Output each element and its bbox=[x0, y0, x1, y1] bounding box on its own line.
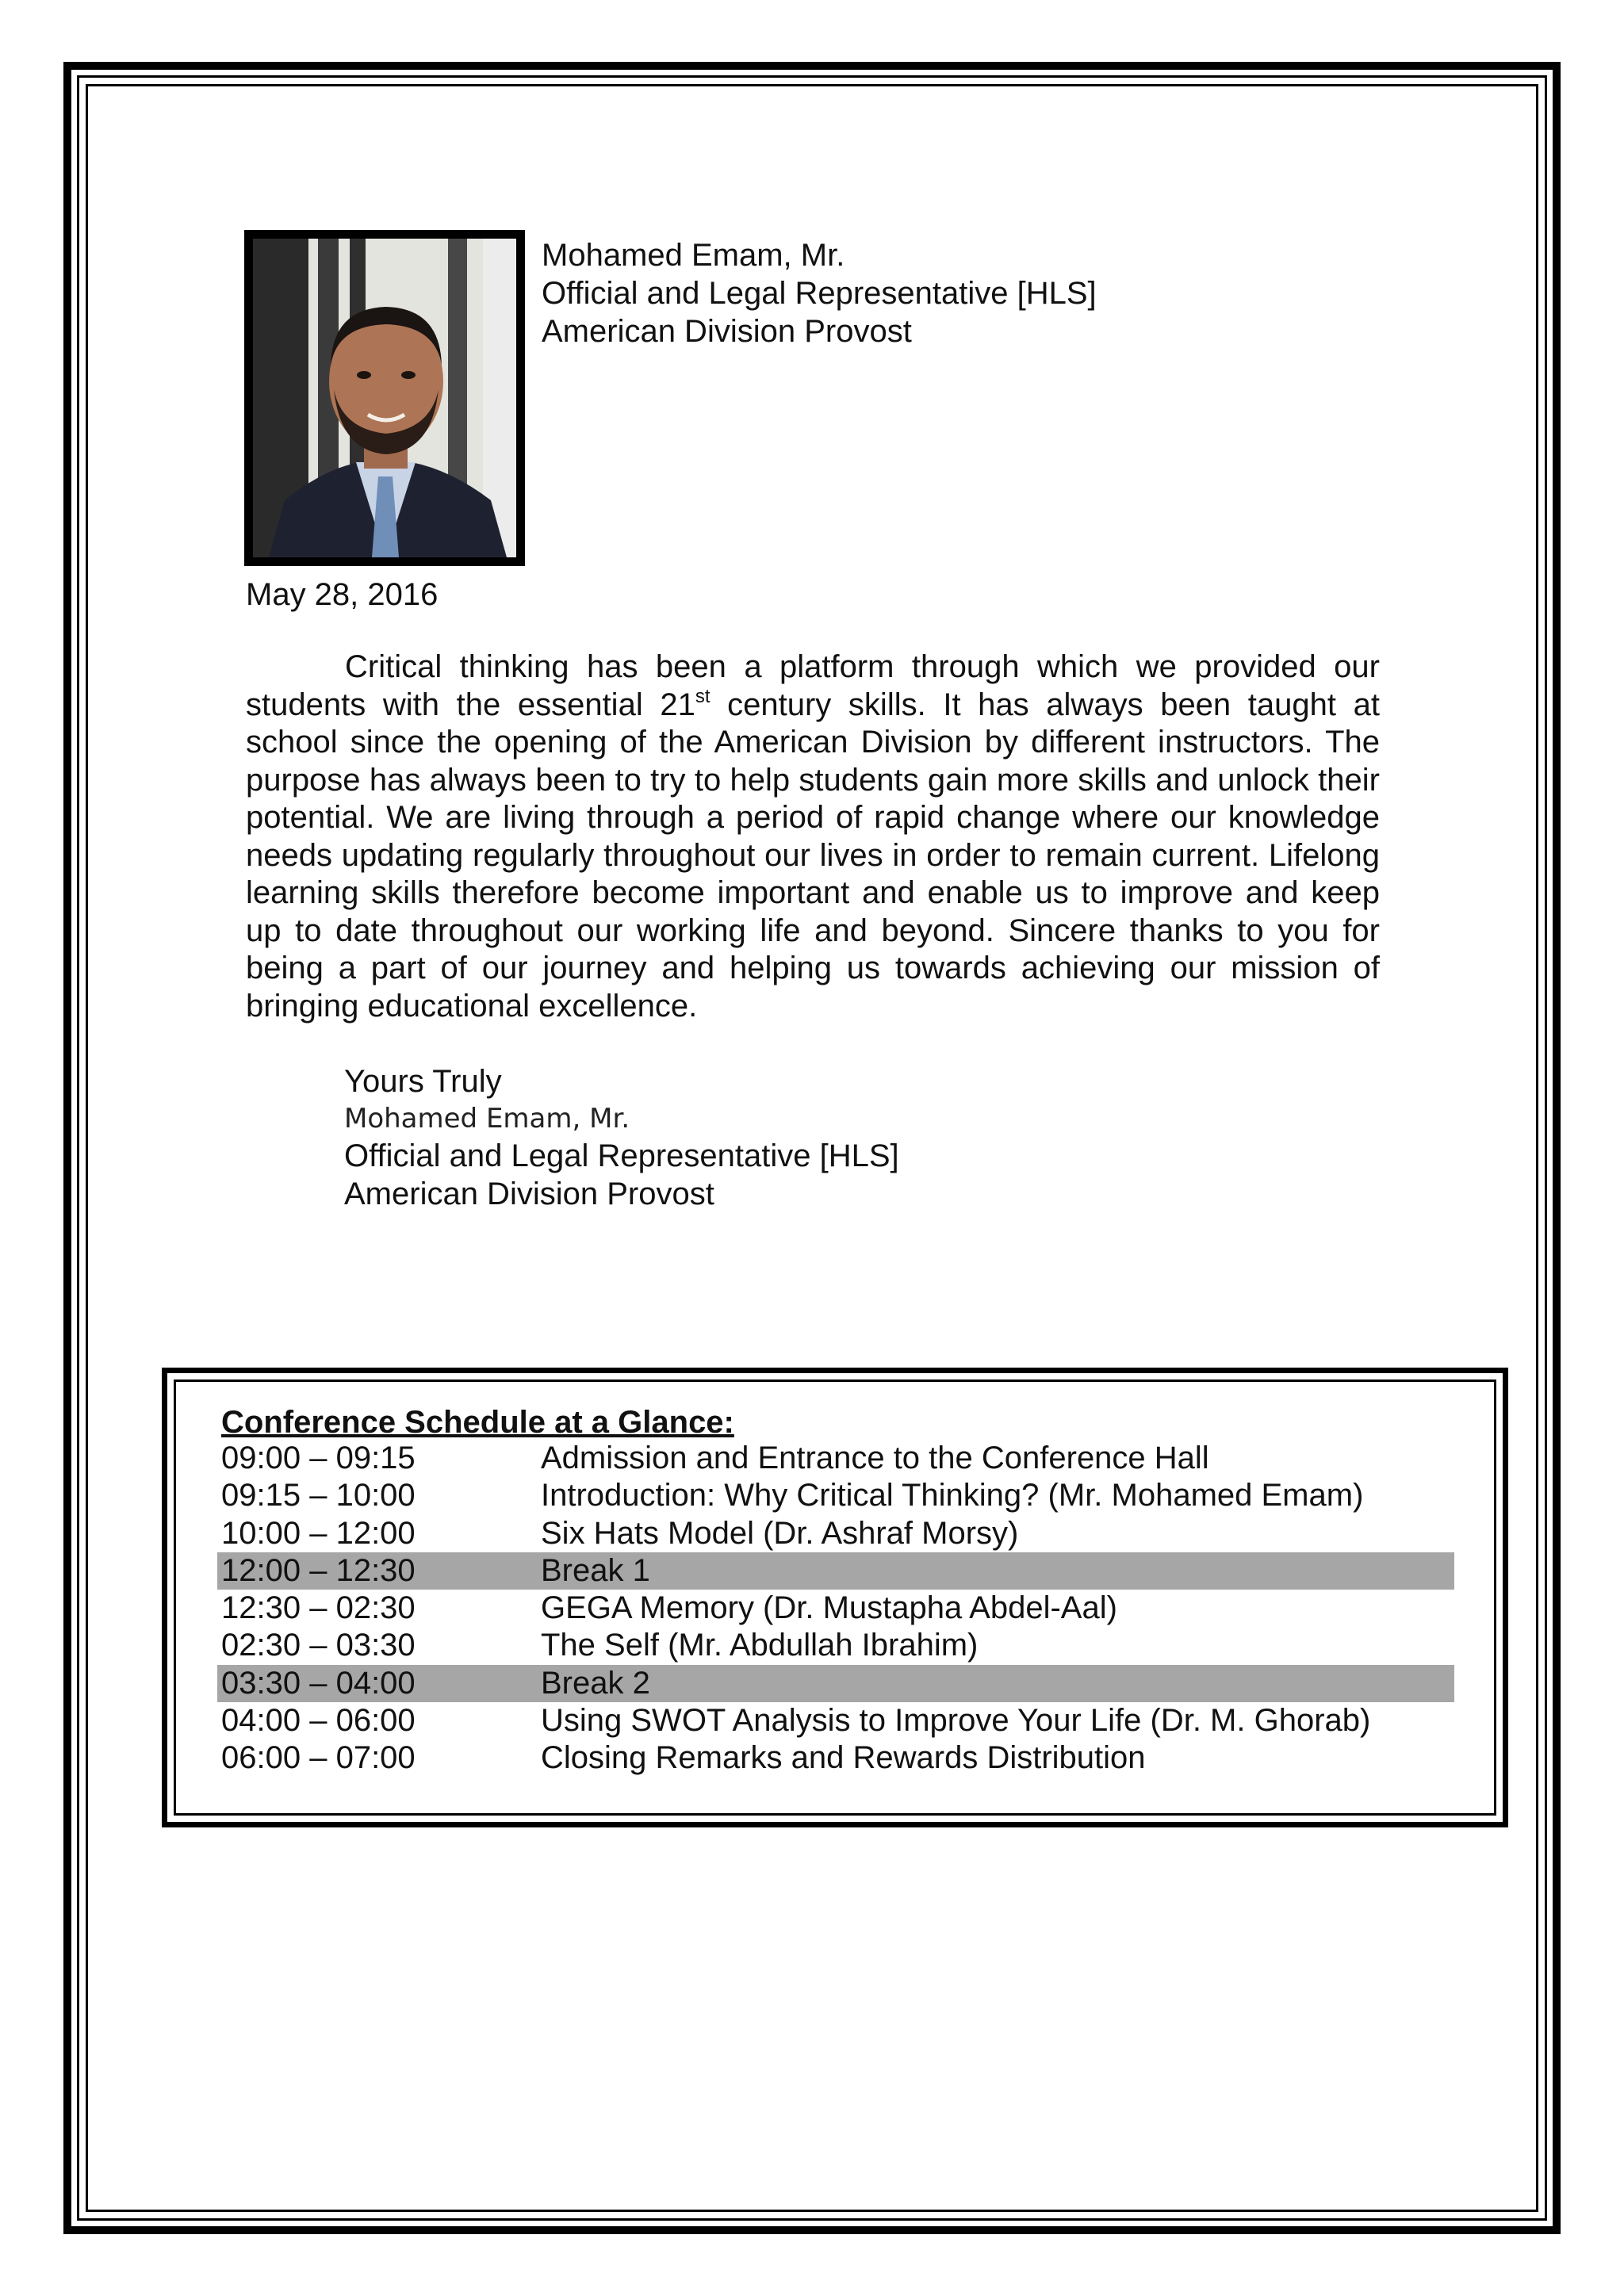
schedule-time: 12:00 – 12:30 bbox=[221, 1552, 416, 1588]
body-text-part1: Critical thinking has been a platform through which we provided our students with the essential 21 bbox=[246, 649, 1380, 722]
schedule-time: 06:00 – 07:00 bbox=[221, 1740, 416, 1776]
signoff bbox=[344, 1062, 899, 1213]
schedule-time: 10:00 – 12:00 bbox=[221, 1515, 416, 1551]
portrait-illustration bbox=[253, 239, 516, 557]
schedule-time: 12:30 – 02:30 bbox=[221, 1590, 416, 1626]
schedule-description: Closing Remarks and Rewards Distribution bbox=[541, 1740, 1146, 1776]
letter-date: May 28, 2016 bbox=[246, 577, 439, 612]
portrait-photo bbox=[244, 230, 525, 566]
schedule-description: Six Hats Model (Dr. Ashraf Morsy) bbox=[541, 1515, 1019, 1551]
schedule-description: Break 2 bbox=[541, 1665, 650, 1701]
schedule-description: Using SWOT Analysis to Improve Your Life (Dr. M. Ghorab) bbox=[541, 1703, 1371, 1739]
schedule-row bbox=[217, 1477, 1454, 1514]
schedule-time: 09:15 – 10:00 bbox=[221, 1478, 416, 1513]
schedule-table bbox=[217, 1440, 1454, 1777]
schedule-row bbox=[217, 1440, 1454, 1477]
schedule-description: GEGA Memory (Dr. Mustapha Abdel-Aal) bbox=[541, 1590, 1117, 1626]
schedule-time: 02:30 – 03:30 bbox=[221, 1628, 416, 1663]
letter-body bbox=[246, 649, 1380, 1025]
header-title: Official and Legal Representative [HLS] bbox=[542, 276, 1097, 311]
schedule-row bbox=[217, 1739, 1454, 1777]
header-position: American Division Provost bbox=[542, 314, 912, 349]
schedule-description: The Self (Mr. Abdullah Ibrahim) bbox=[541, 1628, 979, 1663]
schedule-description: Break 1 bbox=[541, 1552, 650, 1588]
signoff-position: American Division Provost bbox=[344, 1177, 714, 1211]
schedule-row bbox=[217, 1702, 1454, 1739]
schedule-description: Admission and Entrance to the Conference Hall bbox=[541, 1441, 1209, 1475]
header-info bbox=[542, 236, 1097, 350]
schedule-time: 04:00 – 06:00 bbox=[221, 1703, 416, 1739]
schedule-row-break bbox=[217, 1552, 1454, 1590]
schedule-row-break bbox=[217, 1665, 1454, 1702]
body-text-part2: century skills. It has always been taught at school since the opening of the American Division by different instructors. The purpose has always been to try to help students gain more skills and unlock their potential. We are living through a period of rapid change where our knowledge needs updating regularly throughout our lives in order to remain current. Lifelong learning skills therefore become important and enable us to improve and keep up to date throughout our working life and beyond. Sincere thanks to you for being a part of our journey and helping us towards achieving our mission of bringing educational excellence. bbox=[246, 687, 1381, 1024]
schedule-row bbox=[217, 1627, 1454, 1664]
schedule-row bbox=[217, 1590, 1454, 1627]
schedule-description: Introduction: Why Critical Thinking? (Mr. Mohamed Emam) bbox=[541, 1478, 1364, 1513]
signoff-title: Official and Legal Representative [HLS] bbox=[344, 1138, 899, 1173]
schedule-time: 09:00 – 09:15 bbox=[221, 1441, 416, 1475]
header-name: Mohamed Emam, Mr. bbox=[542, 238, 845, 273]
schedule-time: 03:30 – 04:00 bbox=[221, 1665, 416, 1701]
body-superscript: st bbox=[695, 685, 710, 707]
schedule-title: Conference Schedule at a Glance: bbox=[221, 1405, 734, 1440]
schedule-row bbox=[217, 1515, 1454, 1552]
signoff-name: Mohamed Emam, Mr. bbox=[344, 1103, 630, 1135]
signoff-closing: Yours Truly bbox=[344, 1064, 502, 1099]
